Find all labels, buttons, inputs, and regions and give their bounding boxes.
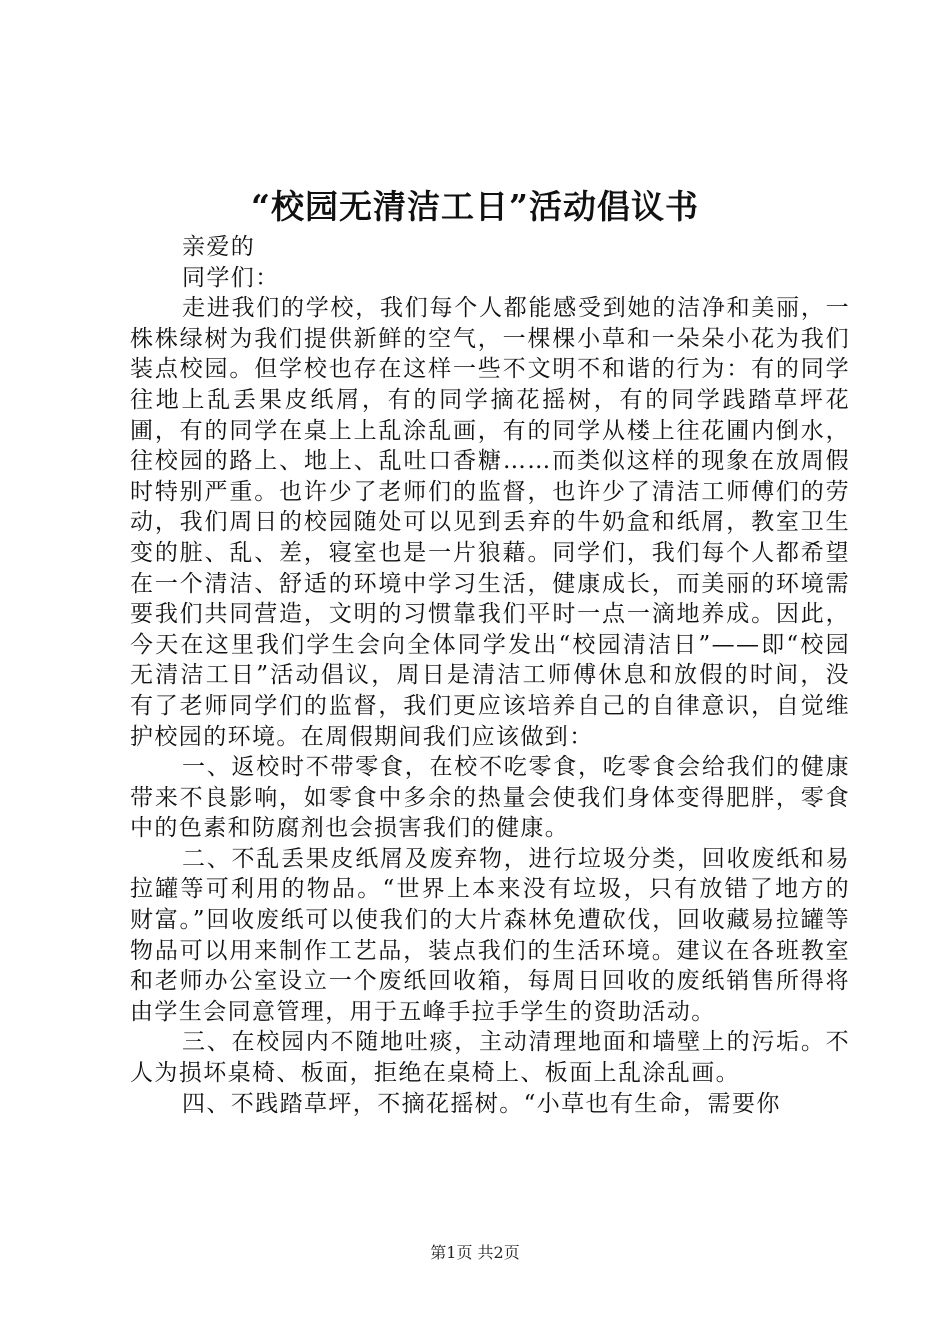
paragraph-item-1: 一、返校时不带零食，在校不吃零食，吃零食会给我们的健康带来不良影响，如零食中多余的热量会使我们身体变得肥胖，零食中的色素和防腐剂也会损害我们的健康。 <box>130 754 850 842</box>
document-body <box>130 232 850 1119</box>
document-title: “校园无清洁工日”活动倡议书 <box>251 187 699 226</box>
paragraph-item-2: 二、不乱丢果皮纸屑及废弃物，进行垃圾分类，回收废纸和易拉罐等可利用的物品。“世界上本来没有垃圾，只有放错了地方的财富。”回收废纸可以使我们的大片森林免遭砍伐，回收藏易拉罐等物品可以用来制作工艺品，装点我们的生活环境。建议在各班教室和老师办公室设立一个废纸回收箱，每周日回收的废纸销售所得将由学生会同意管理，用于五峰手拉手学生的资助活动。 <box>130 845 850 1025</box>
paragraph-item-3: 三、在校园内不随地吐痰，主动清理地面和墙壁上的污垢。不人为损坏桌椅、板面，拒绝在桌椅上、板面上乱涂乱画。 <box>130 1029 850 1087</box>
salutation-line-1: 亲爱的 <box>182 234 256 260</box>
salutation-line-2: 同学们： <box>182 264 280 291</box>
paragraph-intro: 走进我们的学校，我们每个人都能感受到她的洁净和美丽，一株株绿树为我们提供新鲜的空气，一棵棵小草和一朵朵小花为我们装点校园。但学校也存在这样一些不文明不和谐的行为：有的同学往地上乱丢果皮纸屑，有的同学摘花摇树，有的同学践踏草坪花圃，有的同学在桌上上乱涂乱画，有的同学从楼上往花圃内倒水，往校园的路上、地上、乱吐口香糖……而类似这样的现象在放周假时特别严重。也许少了老师们的监督，也许少了清洁工师傅们的劳动，我们周日的校园随处可以见到丢弃的牛奶盒和纸屑，教室卫生变的脏、乱、差，寝室也是一片狼藉。同学们，我们每个人都希望在一个清洁、舒适的环境中学习生活，健康成长，而美丽的环境需要我们共同营造，文明的习惯靠我们平时一点一滴地养成。因此，今天在这里我们学生会向全体同学发出“校园清洁日”——即“校园无清洁工日”活动倡议，周日是清洁工师傅休息和放假的时间，没有了老师同学们的监督，我们更应该培养自己的自律意识，自觉维护校园的环境。在周假期间我们应该做到： <box>130 295 850 750</box>
paragraph-item-4: 四、不践踏草坪，不摘花摇树。“小草也有生命，需要你 <box>182 1090 781 1117</box>
page-footer: 第1页 共2页 <box>430 1243 520 1262</box>
